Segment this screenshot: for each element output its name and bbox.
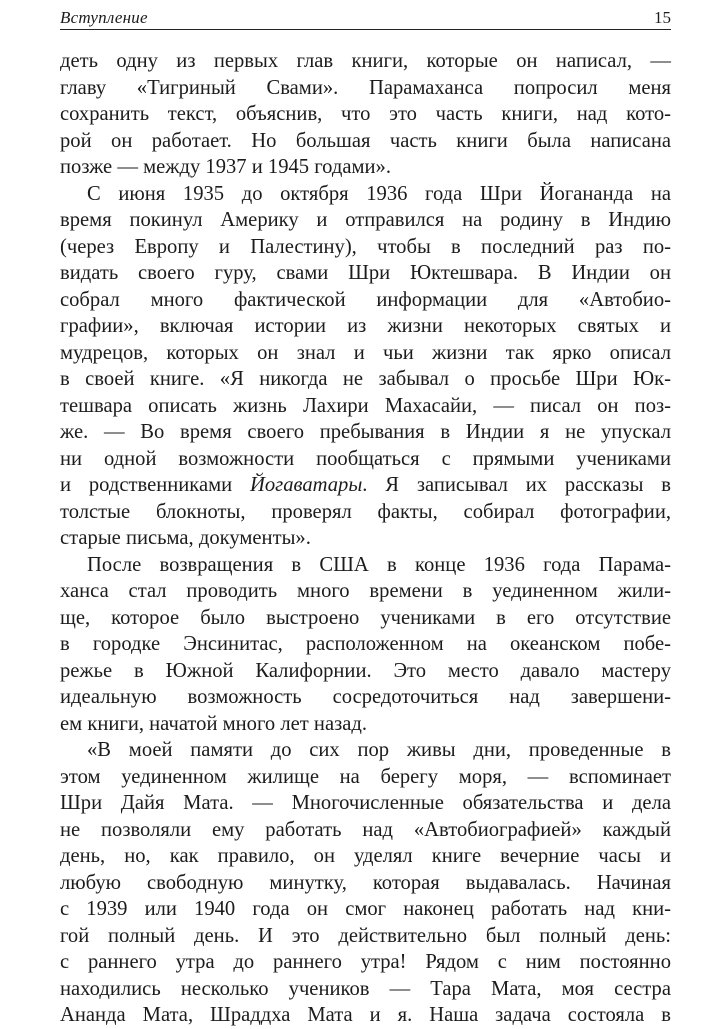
text-line: Ананда Мата, Шраддха Мата и я. Наша задача состояла в [60,1004,671,1026]
text-line: графии», включая истории из жизни некоторых святых и [60,315,671,337]
text-line: сохранить текст, объяснив, что это часть книги, над кото- [60,103,671,125]
text-line [60,472,671,499]
text-line: деть одну из первых глав книги, которые он написал, — [60,50,671,72]
text-line: видать своего гуру, свами Шри Юктешвара. В Индии он [60,262,671,284]
text-line: ханса стал проводить много времени в уединенном жили- [60,580,671,602]
text-line: режье в Южной Калифорнии. Это место давало мастеру [60,659,671,682]
text-line: в своей книге. «Я никогда не забывал о просьбе Шри Юк- [60,368,671,390]
text-line: день, но, как правило, он уделял книге вечерние часы и [60,845,671,867]
text-line: не позволяли ему работать над «Автобиографией» каждый [60,818,671,841]
text-line: любую свободную минутку, которая выдавалась. Начиная [60,871,671,894]
text-line: ни одной возможности пообщаться с прямыми учениками [60,447,671,470]
text-line: с раннего утра до раннего утра! Рядом с ним постоянно [60,951,671,973]
text-line: гой полный день. И это действительно был полный день: [60,924,671,947]
italic-term: Йогаватары [250,474,363,496]
text-line-end: . Я записывал их рассказы в [362,474,671,496]
text-line: собрал много фактической информации для «Автобио- [60,288,671,311]
text-line: мудрецов, которых он знал и чьи жизни так ярко описал [60,341,671,364]
text-line: главу «Тигриный Свами». Парамаханса попросил меня [60,76,671,99]
text-line: в городке Энсинитас, расположенном на океанском побе- [60,633,671,655]
page-number: 15 [654,8,671,27]
text-line: «В моей памяти до сих пор живы дни, проведенные в [87,739,671,761]
text-line-start: и родственниками [60,474,251,496]
text-line: же. — Во время своего пребывания в Индии я не упускал [60,421,671,443]
text-line: толстые блокноты, проверял факты, собирал фотографии, [60,500,671,523]
text-line: этом уединенном жилище на берегу моря, — вспоминает [60,765,671,788]
text-line: После возвращения в США в конце 1936 года Парама- [87,553,671,576]
text-line: ще, которое было выстроено учениками в его отсутствие [60,606,671,629]
running-head [60,5,671,30]
text-line: позже — между 1937 и 1945 годами». [60,156,391,178]
text-line: С июня 1935 до октября 1936 года Шри Йогананда на [87,182,671,205]
body-text [60,48,671,1029]
text-line: время покинул Америку и отправился на родину в Индию [60,209,671,231]
text-line: старые письма, документы». [60,527,311,549]
text-line: ем книги, начатой много лет назад. [60,712,367,735]
text-line: тешвара описать жизнь Лахири Махасайи, — писал он поз- [60,394,671,417]
running-title: Вступление [60,8,148,27]
text-line: с 1939 или 1940 года он смог наконец работать над кни- [60,898,671,920]
text-line: (через Европу и Палестину), чтобы в последний раз по- [60,235,671,258]
text-line: рой он работает. Но большая часть книги была написана [60,129,671,152]
text-line: находились несколько учеников — Тара Мата, моя сестра [60,977,671,1000]
text-line: Шри Дайя Мата. — Многочисленные обязательства и дела [60,792,671,814]
text-line: идеальную возможность сосредоточиться над завершени- [60,686,671,708]
